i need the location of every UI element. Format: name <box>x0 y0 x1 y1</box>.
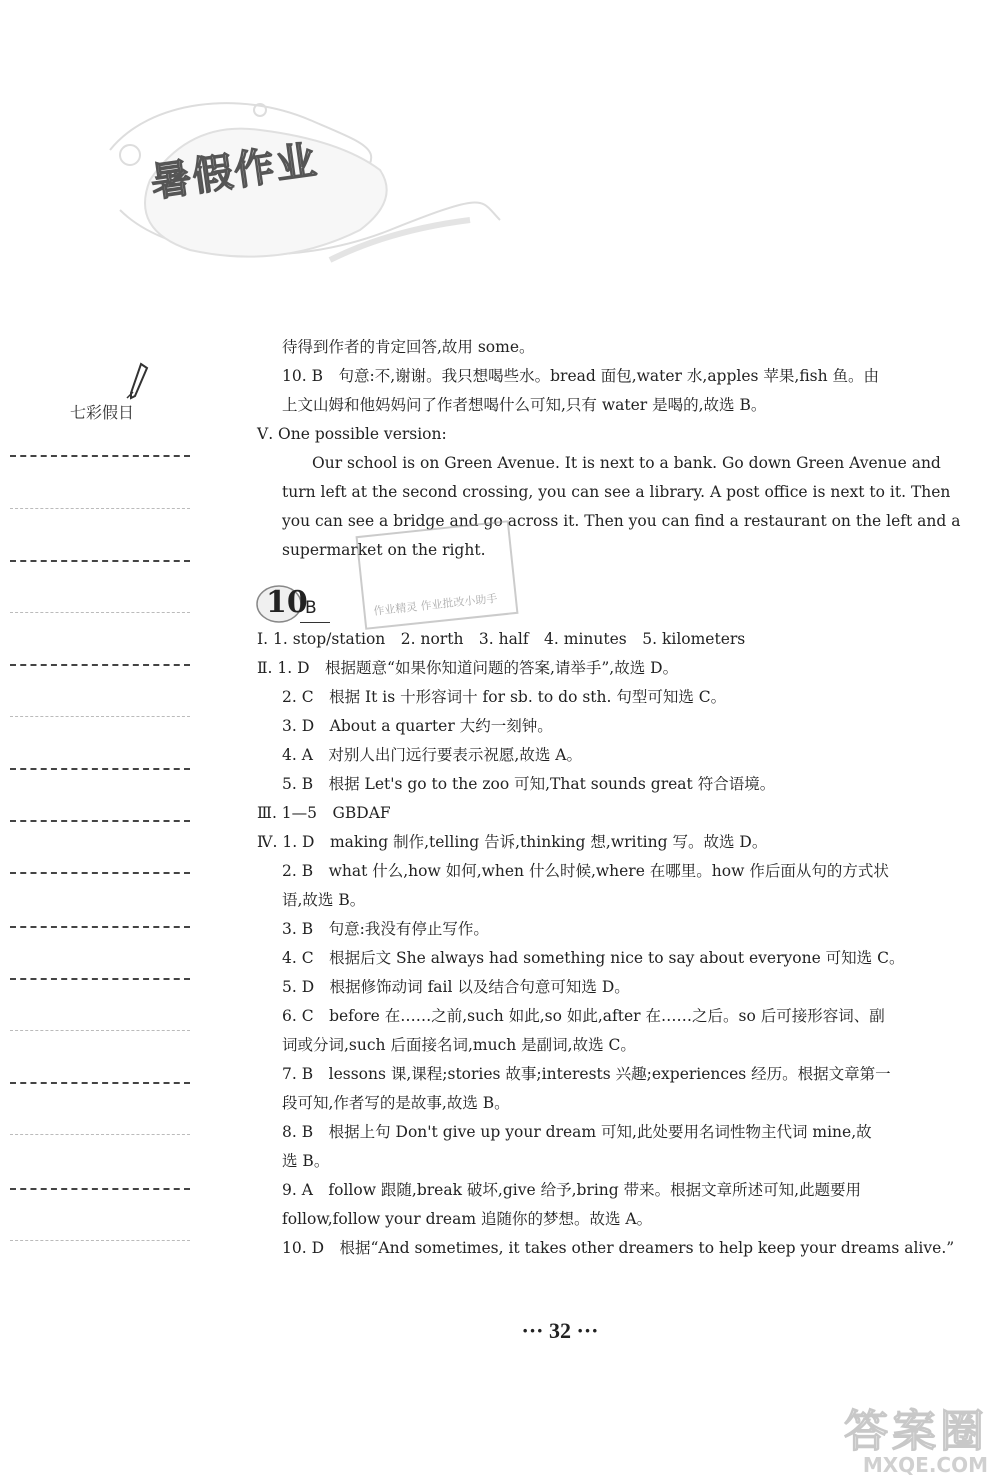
answer-line: 4. C 根据后文 She always had something nice to say about everyone 可知选 C。 <box>282 949 905 967</box>
watermark-logo: 答案圈 <box>844 1406 988 1457</box>
note-line <box>10 872 190 874</box>
note-line <box>10 1240 190 1241</box>
note-line <box>10 978 190 980</box>
answer-line: 段可知,作者写的是故事,故选 B。 <box>282 1094 510 1112</box>
stamp-text: 作业精灵 作业批改小助手 <box>372 591 498 618</box>
answer-line: 6. C before 在……之前,such 如此,so 如此,after 在……之后。so 后可接形容词、副 <box>282 1007 885 1025</box>
answer-line: Ⅲ. 1—5 GBDAF <box>257 804 391 822</box>
note-line <box>10 1188 190 1190</box>
section-rule <box>300 622 330 623</box>
answer-line: 9. A follow 跟随,break 破坏,give 给予,bring 带来。根据文章所述可知,此题要用 <box>282 1181 862 1199</box>
answer-line: Ⅰ. 1. stop/station 2. north 3. half 4. minutes 5. kilometers <box>257 630 746 648</box>
watermark-url: MXQE.COM <box>862 1453 988 1477</box>
note-line <box>10 716 190 717</box>
note-line <box>10 455 190 457</box>
answer-line: Ⅳ. 1. D making 制作,telling 告诉,thinking 想,writing 写。故选 D。 <box>257 833 768 851</box>
watermark <box>844 1395 988 1477</box>
pencil-icon <box>125 362 149 404</box>
answer-line: 2. C 根据 It is 十形容词十 for sb. to do sth. 句型可知选 C。 <box>282 688 727 706</box>
answer-line: 语,故选 B。 <box>282 891 366 909</box>
answer-line: 选 B。 <box>282 1152 330 1170</box>
note-line <box>10 612 190 613</box>
answer-line: 词或分词,such 后面接名词,much 是副词,故选 C。 <box>282 1036 636 1054</box>
note-line <box>10 560 190 562</box>
answer-line: 待得到作者的肯定回答,故用 some。 <box>282 338 535 356</box>
answer-line: 10. D 根据“And sometimes, it takes other dreamers to help keep your dreams alive.” <box>282 1239 955 1257</box>
note-line <box>10 768 190 770</box>
note-line <box>10 664 190 666</box>
answer-line: 8. B 根据上句 Don't give up your dream 可知,此处要用名词性物主代词 mine,故 <box>282 1123 872 1141</box>
note-line <box>10 926 190 928</box>
essay-line: you can see a bridge and go across it. Then you can find a restaurant on the left and a <box>282 512 961 530</box>
answer-line: 5. D 根据修饰动词 fail 以及结合句意可知选 D。 <box>282 978 630 996</box>
answer-line: 3. B 句意:我没有停止写作。 <box>282 920 489 938</box>
section-letter: B <box>305 598 317 618</box>
answer-line: Ⅱ. 1. D 根据题意“如果你知道问题的答案,请举手”,故选 D。 <box>257 659 679 677</box>
answer-line: 3. D About a quarter 大约一刻钟。 <box>282 717 553 735</box>
section-number: 10 <box>266 585 308 620</box>
essay-line: supermarket on the right. <box>282 541 486 559</box>
note-line <box>10 1030 190 1031</box>
note-line <box>10 1134 190 1135</box>
essay-line: turn left at the second crossing, you can see a library. A post office is next to it. Then <box>282 483 951 501</box>
sidebar-logo: 七彩假日 <box>70 403 135 422</box>
banner-title: 暑假作业 <box>148 137 321 207</box>
stamp <box>356 520 519 630</box>
note-line <box>10 508 190 509</box>
answer-heading: Ⅴ. One possible version: <box>257 425 447 443</box>
answer-line: follow,follow your dream 追随你的梦想。故选 A。 <box>282 1210 653 1228</box>
essay-line: Our school is on Green Avenue. It is next to a bank. Go down Green Avenue and <box>312 454 941 472</box>
answer-line: 5. B 根据 Let's go to the zoo 可知,That sounds great 符合语境。 <box>282 775 776 793</box>
note-line <box>10 820 190 822</box>
answer-line: 2. B what 什么,how 如何,when 什么时候,where 在哪里。how 作后面从句的方式状 <box>282 862 889 880</box>
page-number: ··· 32 ··· <box>521 1318 599 1343</box>
note-line <box>10 1082 190 1084</box>
answer-line: 10. B 句意:不,谢谢。我只想喝些水。bread 面包,water 水,apples 苹果,fish 鱼。由 <box>282 367 880 385</box>
answer-line: 4. A 对别人出门远行要表示祝愿,故选 A。 <box>282 746 582 764</box>
answer-line: 7. B lessons 课,课程;stories 故事;interests 兴趣;experiences 经历。根据文章第一 <box>282 1065 891 1083</box>
answer-line: 上文山姆和他妈妈问了作者想喝什么可知,只有 water 是喝的,故选 B。 <box>282 396 767 414</box>
